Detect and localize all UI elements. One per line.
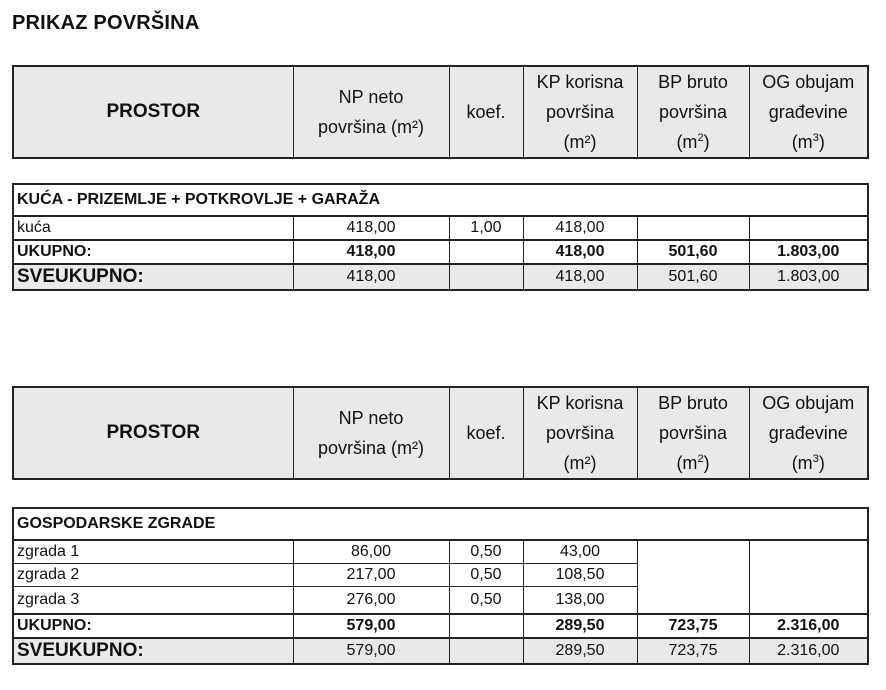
header-og: OG obujam građevine $(m^3)$ <box>749 387 868 479</box>
data-table-1 <box>12 183 869 291</box>
header-prostor: PROSTOR <box>13 66 293 158</box>
ukupno-row: UKUPNO: 418,00 418,00 501,60 1.803,00 <box>13 240 868 264</box>
section-title: KUĆA - PRIZEMLJE + POTKROVLJE + GARAŽA <box>13 184 868 216</box>
table-row: zgrada 1 86,00 0,50 43,00 <box>13 540 868 564</box>
header-bp: BP bruto površina $(m^2)$ <box>637 66 749 158</box>
header-bp: BP bruto površina $(m^2)$ <box>637 387 749 479</box>
header-np: NP neto površina (m²) <box>293 387 449 479</box>
header-kp: KP korisna površina (m²) <box>523 387 637 479</box>
header-koef: koef. <box>449 66 523 158</box>
section-title: GOSPODARSKE ZGRADE <box>13 508 868 540</box>
table-row: kuća 418,00 1,00 418,00 <box>13 216 868 240</box>
header-og: OG obujam građevine $(m^3)$ <box>749 66 868 158</box>
header-np: NP neto površina (m²) <box>293 66 449 158</box>
sveukupno-row: SVEUKUPNO: 418,00 418,00 501,60 1.803,00 <box>13 264 868 290</box>
header-kp: KP korisna površina (m²) <box>523 66 637 158</box>
table-row: zgrada 3 276,00 0,50 138,00 <box>13 587 868 615</box>
table-row: zgrada 2 217,00 0,50 108,50 <box>13 564 868 587</box>
header-prostor: PROSTOR <box>13 387 293 479</box>
sveukupno-row: SVEUKUPNO: 579,00 289,50 723,75 2.316,00 <box>13 638 868 664</box>
header-table-1 <box>12 65 869 159</box>
page-title: PRIKAZ POVRŠINA <box>12 12 200 34</box>
header-koef: koef. <box>449 387 523 479</box>
data-table-2 <box>12 507 869 665</box>
header-table-2 <box>12 386 869 480</box>
ukupno-row: UKUPNO: 579,00 289,50 723,75 2.316,00 <box>13 614 868 638</box>
